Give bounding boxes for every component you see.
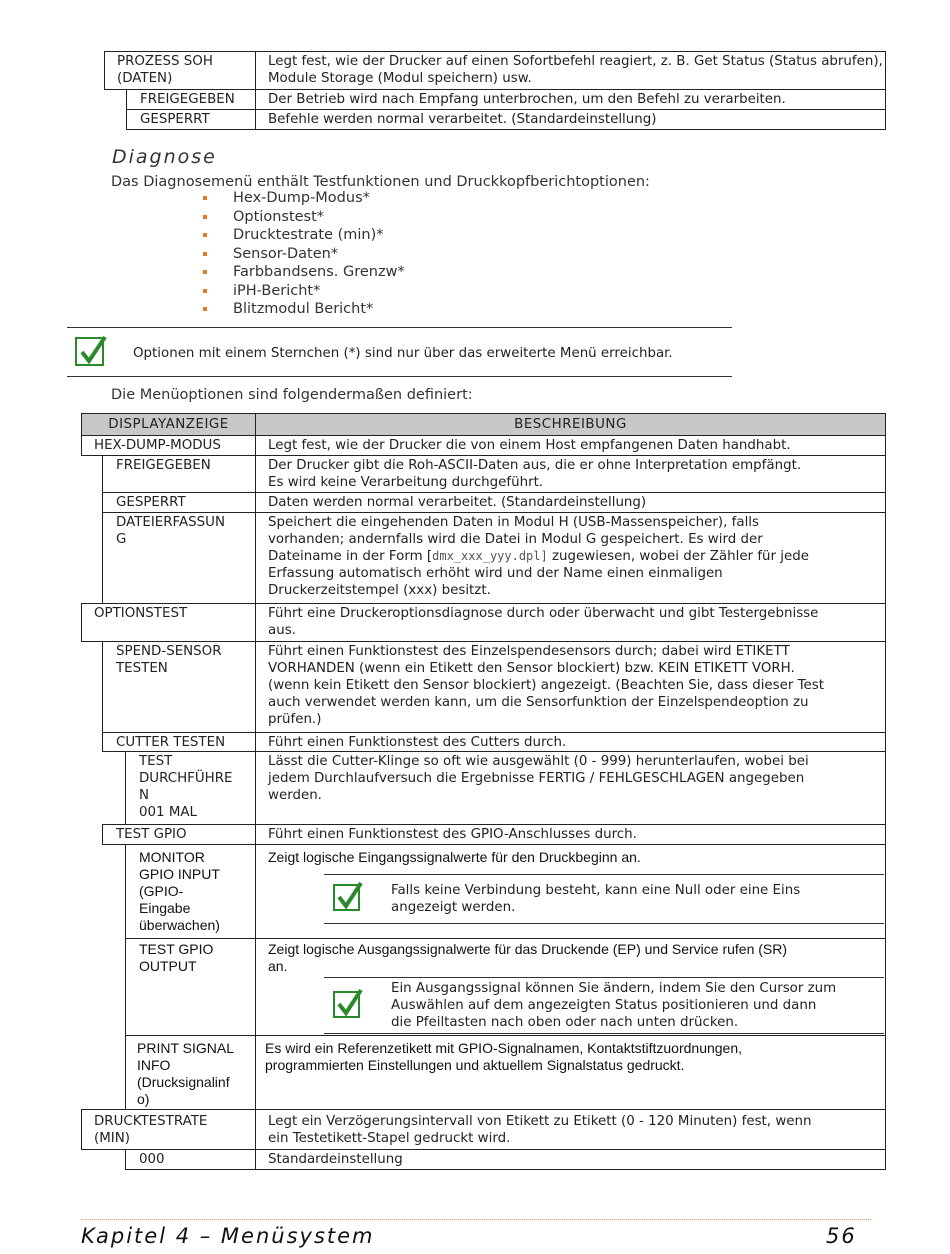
bullet-icon (203, 215, 207, 219)
section-heading: Diagnose (112, 146, 217, 168)
table-row-label: CUTTER TESTEN (102, 732, 256, 752)
table-row-label: 000 (125, 1149, 256, 1170)
table-row-label: SPEND-SENSOR TESTEN (102, 641, 256, 733)
defined-text: Die Menüoptionen sind folgendermaßen definiert: (111, 387, 473, 403)
table-row-label: PRINT SIGNAL INFO (Drucksignalinf o) (125, 1035, 256, 1110)
table-row-desc: Legt ein Verzögerungsintervall von Etikett zu Etikett (0 - 120 Minuten) fest, wenn ein Testetikett-Stapel gedruckt wird. (255, 1109, 886, 1150)
table-row-desc: Führt einen Funktionstest des GPIO-Anschlusses durch. (255, 824, 886, 845)
table-row-label: MONITOR GPIO INPUT (GPIO- Eingabe überwachen) (125, 844, 256, 939)
footer-chapter: Kapitel 4 – Menüsystem (81, 1224, 375, 1248)
list-item: Sensor-Daten* (200, 246, 405, 265)
filename-code: dmx_xxx_yyy.dpl] (432, 549, 548, 563)
checkmark-icon (75, 337, 104, 366)
note-rule-bottom (67, 376, 732, 377)
bullet-icon (203, 252, 207, 256)
table-row-desc: Speichert die eingehenden Daten in Modul H (USB-Massenspeicher), falls vorhanden; andernfalls wird die Datei in Modul G gespeichert. Es wird der Dateiname in der Form [dmx_xxx_yyy.dpl] zugewiesen, wobei der Zähler für jede Erfassung automatisch erhöht wird und der Name einen einmaligen Druckerzeitstempel (xxx) besitzt. (255, 512, 886, 604)
note-text: Optionen mit einem Sternchen (*) sind nur über das erweiterte Menü erreichbar. (133, 346, 673, 361)
table-row-desc (255, 51, 886, 90)
table-row-desc: Daten werden normal verarbeitet. (Standardeinstellung) (255, 492, 886, 513)
section-intro: Das Diagnosemenü enthält Testfunktionen und Druckkopfberichtoptionen: (111, 174, 650, 190)
table-row-label: TEST GPIO OUTPUT (125, 938, 256, 1036)
note-rule-top (324, 977, 884, 978)
bullet-icon (203, 289, 207, 293)
table-row-desc: Zeigt logische Eingangssignalwerte für den Druckbeginn an. (255, 844, 886, 939)
checkmark-icon (333, 991, 360, 1018)
bullet-icon (203, 307, 207, 311)
table-row-label: OPTIONSTEST (81, 603, 256, 642)
note-text: Ein Ausgangssignal können Sie ändern, indem Sie den Cursor zum Auswählen auf dem angezeigten Status positionieren und dann die Pfeiltasten nach oben oder nach unten drücken. (391, 981, 837, 1030)
table-row-desc: Zeigt logische Ausgangssignalwerte für das Druckende (EP) und Service rufen (SR) an. (255, 938, 886, 1036)
prozess-label: PROZESS SOH (DATEN) (117, 54, 213, 86)
checkmark-icon (333, 884, 360, 911)
table-row-desc: Standardeinstellung (255, 1149, 886, 1170)
note-text: Falls keine Verbindung besteht, kann eine Null oder eine Eins angezeigt werden. (391, 883, 801, 915)
table-row-label: TEST GPIO (102, 824, 256, 845)
table-row-label: TEST DURCHFÜHRE N 001 MAL (125, 751, 256, 825)
list-item: Hex-Dump-Modus* (200, 190, 405, 209)
table-row-desc: Führt eine Druckeroptionsdiagnose durch oder überwacht und gibt Testergebnisse aus. (255, 603, 886, 642)
gesperrt-desc: Befehle werden normal verarbeitet. (Standardeinstellung) (268, 112, 657, 127)
bullet-icon (203, 233, 207, 237)
table-header-left: DISPLAYANZEIGE (81, 413, 256, 436)
table-row-label: DRUCKTESTRATE (MIN) (81, 1109, 256, 1150)
list-item: Blitzmodul Bericht* (200, 301, 405, 320)
table-row-desc: Lässt die Cutter-Klinge so oft wie ausgewählt (0 - 999) herunterlaufen, wobei bei jedem Durchlaufversuch die Ergebnisse FERTIG / FEHLGESCHLAGEN angegeben werden. (255, 751, 886, 825)
page-number: 56 (826, 1224, 857, 1248)
bullet-icon (203, 270, 207, 274)
list-item: Farbbandsens. Grenzw* (200, 264, 405, 283)
table-row-desc: Der Drucker gibt die Roh-ASCII-Daten aus, die er ohne Interpretation empfängt. Es wird keine Verarbeitung durchgeführt. (255, 455, 886, 493)
table-row-desc: Führt einen Funktionstest des Cutters durch. (255, 732, 886, 752)
table-row-label: GESPERRT (102, 492, 256, 513)
note-rule-top (67, 327, 732, 328)
diagnose-bullet-list (200, 190, 405, 320)
table-row-desc: Führt einen Funktionstest des Einzelspendesensors durch; dabei wird ETIKETT VORHANDEN (wenn ein Etikett den Sensor blockiert) bzw. KEIN ETIKETT VORH. (wenn kein Etikett den Sensor blockiert) angezeigt. (Beachten Sie, dass dieser Test auch verwendet werden kann, um die Sensorfunktion der Einzelspendeoption zu prüfen.) (255, 641, 886, 733)
table-row-desc (255, 109, 886, 130)
table-row-desc (255, 89, 886, 110)
table-row-desc: Es wird ein Referenzetikett mit GPIO-Signalnamen, Kontaktstiftzuordnungen, programmierten Einstellungen und aktuellem Signalstatus gedruckt. (255, 1035, 886, 1110)
bullet-icon (203, 196, 207, 200)
prozess-desc: Legt fest, wie der Drucker auf einen Sofortbefehl reagiert, z. B. Get Status (Status abrufen), Module Storage (Modul speichern) usw. (268, 54, 883, 86)
table-row-desc: Legt fest, wie der Drucker die von einem Host empfangenen Daten handhabt. (255, 435, 886, 456)
table-row-label (126, 109, 256, 130)
list-item: Optionstest* (200, 209, 405, 228)
note-rule-top (324, 874, 884, 875)
table-row-label: DATEIERFASSUN G (102, 512, 256, 604)
table-row-label: FREIGEGEBEN (102, 455, 256, 493)
freigegeben-label: FREIGEGEBEN (140, 92, 235, 107)
note-rule-bottom (324, 923, 884, 924)
table-header-right: BESCHREIBUNG (255, 413, 886, 436)
list-item: iPH-Bericht* (200, 283, 405, 302)
list-item: Drucktestrate (min)* (200, 227, 405, 246)
freigegeben-desc: Der Betrieb wird nach Empfang unterbrochen, um den Befehl zu verarbeiten. (268, 92, 786, 107)
gesperrt-label: GESPERRT (140, 112, 210, 127)
table-row-label: HEX-DUMP-MODUS (81, 435, 256, 456)
table-row-label (104, 51, 256, 90)
footer-rule (81, 1219, 871, 1220)
table-row-label (126, 89, 256, 110)
note-rule-bottom (324, 1033, 884, 1034)
